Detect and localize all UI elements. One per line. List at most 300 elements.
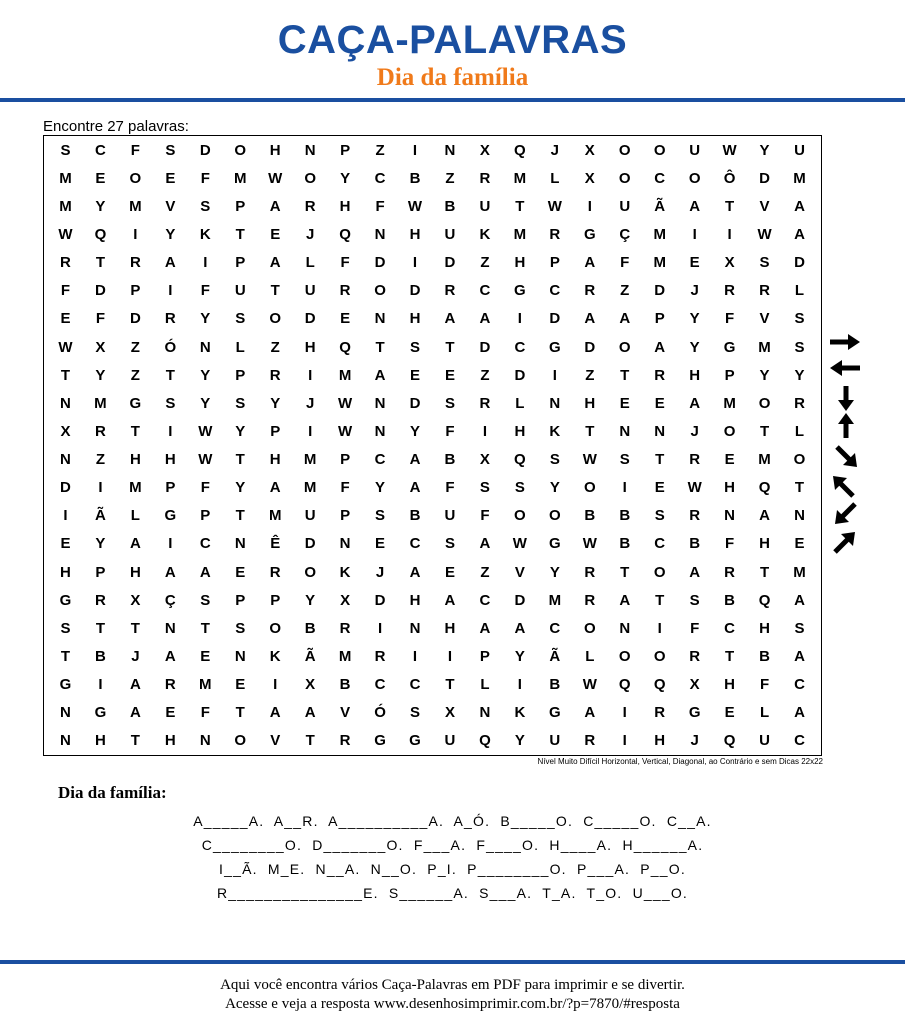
grid-cell[interactable]: I	[203, 254, 208, 272]
grid-cell[interactable]: A	[199, 563, 211, 581]
grid-cell[interactable]: R	[584, 282, 596, 300]
grid-cell[interactable]: D	[794, 254, 805, 272]
grid-cell[interactable]: T	[725, 197, 735, 215]
grid-cell[interactable]: N	[549, 394, 561, 412]
grid-cell[interactable]: Q	[339, 338, 351, 356]
grid-cell[interactable]: A	[794, 225, 805, 243]
grid-cell[interactable]: T	[235, 225, 245, 243]
grid-cell[interactable]: T	[130, 732, 140, 750]
grid-cell[interactable]: Y	[549, 479, 560, 497]
grid-cell[interactable]: E	[340, 310, 351, 328]
grid-cell[interactable]: H	[654, 732, 666, 750]
grid-cell[interactable]: Q	[94, 225, 107, 243]
grid-cell[interactable]: H	[689, 366, 701, 384]
grid-cell[interactable]: H	[409, 310, 421, 328]
grid-cell[interactable]: U	[304, 507, 316, 525]
grid-cell[interactable]: C	[794, 676, 805, 694]
grid-cell[interactable]: A	[269, 704, 281, 722]
grid-cell[interactable]: P	[549, 254, 560, 272]
grid-cell[interactable]: A	[129, 704, 141, 722]
grid-cell[interactable]: X	[584, 169, 595, 187]
grid-cell[interactable]: Ô	[723, 169, 736, 187]
grid-cell[interactable]: N	[724, 507, 736, 525]
grid-cell[interactable]: G	[59, 591, 72, 609]
grid-cell[interactable]: R	[549, 225, 561, 243]
grid-cell[interactable]: R	[724, 563, 736, 581]
grid-cell[interactable]: K	[199, 225, 211, 243]
grid-cell[interactable]: G	[164, 507, 177, 525]
grid-cell[interactable]: E	[794, 535, 805, 553]
grid-cell[interactable]: R	[759, 282, 770, 300]
grid-cell[interactable]: C	[374, 676, 386, 694]
grid-cell[interactable]: M	[59, 197, 72, 215]
grid-cell[interactable]: S	[654, 507, 665, 525]
grid-cell[interactable]: B	[584, 507, 596, 525]
grid-cell[interactable]: A	[409, 563, 421, 581]
grid-cell[interactable]: G	[688, 704, 701, 722]
grid-cell[interactable]: U	[444, 225, 456, 243]
grid-cell[interactable]: G	[723, 338, 736, 356]
grid-cell[interactable]: I	[133, 225, 138, 243]
grid-cell[interactable]: T	[375, 338, 385, 356]
grid-cell[interactable]: I	[168, 535, 173, 553]
grid-cell[interactable]: V	[340, 704, 351, 722]
grid-cell[interactable]: R	[444, 282, 456, 300]
grid-cell[interactable]: H	[759, 619, 770, 637]
grid-cell[interactable]: Q	[758, 591, 771, 609]
grid-cell[interactable]: E	[654, 479, 665, 497]
grid-cell[interactable]: Z	[270, 338, 280, 356]
grid-cell[interactable]: L	[235, 338, 245, 356]
grid-cell[interactable]: O	[514, 507, 526, 525]
grid-cell[interactable]: B	[759, 648, 770, 666]
grid-cell[interactable]: E	[165, 169, 176, 187]
grid-cell[interactable]: Y	[165, 225, 176, 243]
grid-cell[interactable]: I	[98, 676, 103, 694]
grid-cell[interactable]: T	[759, 422, 770, 440]
grid-cell[interactable]: D	[95, 282, 106, 300]
grid-cell[interactable]: N	[339, 535, 351, 553]
grid-cell[interactable]: D	[199, 141, 211, 159]
grid-cell[interactable]: A	[444, 310, 456, 328]
grid-cell[interactable]: M	[129, 479, 142, 497]
grid-cell[interactable]: R	[689, 507, 701, 525]
grid-cell[interactable]: N	[619, 422, 631, 440]
grid-cell[interactable]: S	[479, 479, 490, 497]
grid-cell[interactable]: Ã	[95, 507, 106, 525]
grid-cell[interactable]: M	[513, 169, 527, 187]
grid-cell[interactable]: F	[725, 310, 735, 328]
grid-cell[interactable]: X	[479, 451, 490, 469]
grid-cell[interactable]: U	[689, 141, 701, 159]
grid-cell[interactable]: H	[514, 254, 526, 272]
grid-cell[interactable]: F	[480, 507, 490, 525]
grid-cell[interactable]: N	[374, 225, 386, 243]
grid-cell[interactable]: B	[409, 507, 421, 525]
grid-cell[interactable]: T	[60, 366, 71, 384]
grid-cell[interactable]: W	[512, 535, 527, 553]
grid-cell[interactable]: U	[759, 732, 770, 750]
grid-cell[interactable]: V	[165, 197, 176, 215]
grid-cell[interactable]: M	[338, 366, 352, 384]
grid-cell[interactable]: V	[514, 563, 525, 581]
grid-cell[interactable]: E	[60, 535, 71, 553]
grid-cell[interactable]: I	[517, 310, 522, 328]
grid-cell[interactable]: I	[657, 619, 662, 637]
footer-link[interactable]: Acesse e veja a resposta www.desenhosimprimir.com.br/?p=7870/#resposta	[225, 996, 680, 1012]
grid-cell[interactable]: A	[794, 648, 805, 666]
grid-cell[interactable]: D	[654, 282, 666, 300]
grid-cell[interactable]: X	[130, 591, 141, 609]
grid-cell[interactable]: C	[95, 141, 106, 159]
grid-cell[interactable]: C	[654, 169, 666, 187]
grid-cell[interactable]: V	[759, 310, 770, 328]
grid-cell[interactable]: N	[234, 535, 246, 553]
grid-cell[interactable]: S	[165, 394, 176, 412]
grid-cell[interactable]: F	[445, 479, 455, 497]
grid-cell[interactable]: U	[479, 197, 491, 215]
grid-cell[interactable]: B	[444, 451, 456, 469]
grid-cell[interactable]: Z	[480, 563, 490, 581]
grid-cell[interactable]: K	[339, 563, 351, 581]
grid-cell[interactable]: A	[304, 704, 316, 722]
grid-cell[interactable]: A	[689, 197, 701, 215]
grid-cell[interactable]: E	[410, 366, 421, 384]
grid-cell[interactable]: H	[304, 338, 316, 356]
grid-cell[interactable]: H	[759, 535, 770, 553]
grid-cell[interactable]: R	[584, 591, 596, 609]
grid-cell[interactable]: T	[305, 732, 315, 750]
grid-cell[interactable]: F	[620, 254, 630, 272]
grid-cell[interactable]: N	[60, 732, 71, 750]
grid-cell[interactable]: L	[794, 422, 805, 440]
grid-cell[interactable]: O	[723, 422, 736, 440]
grid-cell[interactable]: Ã	[654, 197, 666, 215]
grid-cell[interactable]: A	[584, 254, 596, 272]
grid-cell[interactable]: J	[375, 563, 385, 581]
grid-cell[interactable]: A	[129, 535, 141, 553]
grid-cell[interactable]: H	[444, 619, 456, 637]
grid-cell[interactable]: B	[724, 591, 736, 609]
grid-cell[interactable]: Ã	[549, 648, 561, 666]
grid-cell[interactable]: P	[235, 197, 246, 215]
grid-cell[interactable]: D	[409, 282, 421, 300]
grid-cell[interactable]: Y	[410, 422, 421, 440]
grid-cell[interactable]: O	[758, 394, 771, 412]
grid-cell[interactable]: C	[514, 338, 526, 356]
grid-cell[interactable]: L	[550, 169, 560, 187]
grid-cell[interactable]: D	[444, 254, 456, 272]
grid-cell[interactable]: L	[759, 704, 770, 722]
grid-cell[interactable]: S	[514, 479, 525, 497]
grid-cell[interactable]: A	[584, 704, 596, 722]
grid-cell[interactable]: D	[479, 338, 491, 356]
grid-cell[interactable]: M	[303, 479, 317, 497]
grid-cell[interactable]: S	[235, 394, 246, 412]
grid-cell[interactable]: N	[234, 648, 246, 666]
grid-cell[interactable]: O	[583, 479, 596, 497]
grid-cell[interactable]: S	[235, 619, 246, 637]
grid-cell[interactable]: H	[584, 394, 596, 412]
grid-cell[interactable]: B	[444, 197, 456, 215]
grid-cell[interactable]: X	[444, 704, 455, 722]
grid-cell[interactable]: Y	[235, 422, 246, 440]
grid-cell[interactable]: F	[725, 535, 735, 553]
grid-cell[interactable]: T	[794, 479, 805, 497]
grid-cell[interactable]: P	[95, 563, 106, 581]
grid-cell[interactable]: Y	[759, 141, 770, 159]
grid-cell[interactable]: R	[164, 310, 176, 328]
grid-cell[interactable]: S	[200, 591, 211, 609]
grid-cell[interactable]: S	[410, 704, 421, 722]
grid-cell[interactable]: D	[374, 254, 386, 272]
grid-cell[interactable]: Ó	[164, 338, 177, 356]
grid-cell[interactable]: O	[304, 563, 316, 581]
grid-cell[interactable]: H	[60, 563, 71, 581]
grid-cell[interactable]: Y	[270, 394, 281, 412]
grid-cell[interactable]: O	[374, 282, 386, 300]
grid-cell[interactable]: C	[549, 282, 561, 300]
grid-cell[interactable]: Z	[95, 451, 106, 469]
grid-cell[interactable]: W	[582, 451, 597, 469]
grid-cell[interactable]: F	[340, 479, 350, 497]
grid-cell[interactable]: T	[445, 676, 455, 694]
grid-cell[interactable]: G	[549, 535, 561, 553]
grid-cell[interactable]: J	[305, 394, 315, 412]
grid-cell[interactable]: M	[303, 451, 317, 469]
grid-cell[interactable]: A	[269, 254, 281, 272]
grid-cell[interactable]: T	[235, 451, 245, 469]
grid-cell[interactable]: E	[235, 676, 246, 694]
grid-cell[interactable]: L	[515, 394, 525, 412]
grid-cell[interactable]: U	[304, 282, 316, 300]
grid-cell[interactable]: B	[95, 648, 106, 666]
grid-cell[interactable]: A	[794, 197, 805, 215]
grid-cell[interactable]: C	[199, 535, 211, 553]
grid-cell[interactable]: Y	[514, 732, 525, 750]
grid-cell[interactable]: D	[514, 591, 526, 609]
grid-cell[interactable]: H	[95, 732, 106, 750]
grid-cell[interactable]: K	[514, 704, 526, 722]
grid-cell[interactable]: X	[479, 141, 490, 159]
grid-cell[interactable]: J	[550, 141, 559, 159]
grid-cell[interactable]: P	[724, 366, 735, 384]
grid-cell[interactable]: F	[759, 676, 770, 694]
grid-cell[interactable]: O	[549, 507, 561, 525]
grid-cell[interactable]: X	[689, 676, 700, 694]
grid-cell[interactable]: A	[129, 676, 141, 694]
grid-cell[interactable]: O	[653, 563, 666, 581]
grid-cell[interactable]: G	[129, 394, 142, 412]
grid-cell[interactable]: T	[759, 563, 770, 581]
grid-cell[interactable]: O	[269, 310, 282, 328]
grid-cell[interactable]: T	[200, 619, 210, 637]
grid-cell[interactable]: W	[268, 169, 283, 187]
grid-cell[interactable]: P	[340, 507, 351, 525]
grid-cell[interactable]: M	[758, 451, 771, 469]
grid-cell[interactable]: X	[724, 254, 735, 272]
grid-cell[interactable]: P	[235, 254, 246, 272]
grid-cell[interactable]: W	[58, 225, 73, 243]
grid-cell[interactable]: Q	[723, 732, 736, 750]
grid-cell[interactable]: F	[375, 197, 385, 215]
grid-cell[interactable]: P	[479, 648, 490, 666]
grid-cell[interactable]: N	[794, 507, 805, 525]
grid-cell[interactable]: W	[722, 141, 737, 159]
grid-cell[interactable]: M	[793, 563, 806, 581]
grid-cell[interactable]: W	[198, 422, 213, 440]
grid-cell[interactable]: C	[374, 169, 386, 187]
grid-cell[interactable]: W	[58, 338, 73, 356]
grid-cell[interactable]: B	[549, 676, 561, 694]
grid-cell[interactable]: O	[618, 648, 631, 666]
grid-cell[interactable]: W	[582, 676, 597, 694]
grid-cell[interactable]: P	[235, 591, 246, 609]
grid-cell[interactable]: I	[692, 225, 697, 243]
grid-cell[interactable]: X	[60, 422, 71, 440]
grid-cell[interactable]: M	[129, 197, 142, 215]
grid-cell[interactable]: X	[95, 338, 106, 356]
grid-cell[interactable]: Y	[794, 366, 805, 384]
grid-cell[interactable]: A	[164, 563, 176, 581]
grid-cell[interactable]: R	[269, 366, 281, 384]
grid-cell[interactable]: T	[270, 282, 280, 300]
grid-cell[interactable]: X	[584, 141, 595, 159]
grid-cell[interactable]: Q	[514, 451, 526, 469]
grid-cell[interactable]: K	[269, 648, 281, 666]
grid-cell[interactable]: I	[377, 619, 383, 637]
grid-cell[interactable]: D	[584, 338, 596, 356]
grid-cell[interactable]: A	[479, 310, 491, 328]
grid-cell[interactable]: R	[269, 563, 281, 581]
grid-cell[interactable]: H	[129, 563, 141, 581]
grid-cell[interactable]: R	[374, 648, 386, 666]
grid-cell[interactable]: B	[339, 676, 351, 694]
grid-cell[interactable]: R	[724, 282, 736, 300]
grid-cell[interactable]: S	[794, 619, 805, 637]
grid-cell[interactable]: P	[235, 366, 246, 384]
grid-cell[interactable]: Y	[689, 338, 700, 356]
grid-cell[interactable]: O	[129, 169, 142, 187]
grid-cell[interactable]: A	[164, 648, 176, 666]
grid-cell[interactable]: O	[653, 141, 666, 159]
grid-cell[interactable]: K	[479, 225, 491, 243]
grid-cell[interactable]: S	[235, 310, 246, 328]
grid-cell[interactable]: D	[549, 310, 561, 328]
grid-cell[interactable]: H	[164, 732, 176, 750]
grid-cell[interactable]: E	[689, 254, 700, 272]
grid-cell[interactable]: S	[794, 338, 805, 356]
grid-cell[interactable]: C	[479, 591, 491, 609]
grid-cell[interactable]: B	[409, 169, 421, 187]
grid-cell[interactable]: D	[129, 310, 141, 328]
grid-cell[interactable]: J	[131, 648, 140, 666]
grid-cell[interactable]: Ç	[619, 225, 631, 243]
grid-cell[interactable]: I	[412, 141, 418, 159]
grid-cell[interactable]: I	[482, 422, 488, 440]
grid-cell[interactable]: R	[304, 197, 316, 215]
grid-cell[interactable]: Y	[95, 197, 106, 215]
grid-cell[interactable]: R	[654, 366, 666, 384]
grid-cell[interactable]: W	[757, 225, 772, 243]
grid-cell[interactable]: P	[165, 479, 176, 497]
grid-cell[interactable]: Y	[305, 591, 316, 609]
grid-cell[interactable]: Y	[200, 366, 211, 384]
grid-cell[interactable]: T	[95, 619, 106, 637]
grid-cell[interactable]: I	[587, 197, 592, 215]
grid-cell[interactable]: F	[95, 310, 106, 328]
grid-cell[interactable]: R	[129, 254, 141, 272]
grid-cell[interactable]: E	[95, 169, 106, 187]
grid-cell[interactable]: A	[269, 197, 281, 215]
grid-cell[interactable]: T	[655, 451, 665, 469]
grid-cell[interactable]: N	[199, 732, 211, 750]
grid-cell[interactable]: D	[374, 591, 386, 609]
grid-cell[interactable]: S	[60, 619, 71, 637]
grid-cell[interactable]: Q	[653, 676, 666, 694]
grid-cell[interactable]: G	[514, 282, 526, 300]
grid-cell[interactable]: C	[409, 676, 421, 694]
grid-cell[interactable]: T	[235, 507, 245, 525]
grid-cell[interactable]: X	[340, 591, 351, 609]
grid-cell[interactable]: Y	[340, 169, 351, 187]
grid-cell[interactable]: V	[270, 732, 281, 750]
grid-cell[interactable]: Y	[375, 479, 386, 497]
grid-cell[interactable]: H	[269, 141, 281, 159]
grid-cell[interactable]: R	[479, 169, 491, 187]
grid-cell[interactable]: O	[653, 648, 666, 666]
grid-cell[interactable]: T	[130, 422, 140, 440]
grid-cell[interactable]: E	[724, 704, 735, 722]
grid-cell[interactable]: E	[619, 394, 630, 412]
grid-cell[interactable]: D	[514, 366, 526, 384]
grid-cell[interactable]: F	[200, 479, 210, 497]
grid-cell[interactable]: A	[514, 619, 526, 637]
grid-cell[interactable]: T	[655, 591, 665, 609]
grid-cell[interactable]: A	[619, 310, 631, 328]
grid-cell[interactable]: N	[374, 310, 386, 328]
grid-cell[interactable]: D	[60, 479, 71, 497]
grid-cell[interactable]: S	[549, 451, 560, 469]
grid-cell[interactable]: I	[168, 282, 173, 300]
grid-cell[interactable]: X	[305, 676, 316, 694]
grid-cell[interactable]: R	[584, 563, 596, 581]
grid-cell[interactable]: N	[164, 619, 176, 637]
grid-cell[interactable]: Ê	[270, 535, 281, 553]
grid-cell[interactable]: U	[444, 507, 456, 525]
grid-cell[interactable]: R	[339, 619, 351, 637]
grid-cell[interactable]: N	[60, 451, 71, 469]
grid-cell[interactable]: F	[130, 141, 140, 159]
grid-cell[interactable]: C	[549, 619, 561, 637]
grid-cell[interactable]: A	[584, 310, 596, 328]
grid-cell[interactable]: W	[582, 535, 597, 553]
grid-cell[interactable]: V	[759, 197, 770, 215]
grid-cell[interactable]: H	[724, 479, 736, 497]
grid-cell[interactable]: T	[235, 704, 245, 722]
grid-cell[interactable]: I	[98, 479, 103, 497]
grid-cell[interactable]: N	[374, 422, 386, 440]
grid-cell[interactable]: H	[724, 676, 736, 694]
grid-cell[interactable]: N	[409, 619, 421, 637]
grid-cell[interactable]: A	[409, 451, 421, 469]
grid-cell[interactable]: G	[94, 704, 107, 722]
grid-cell[interactable]: E	[60, 310, 71, 328]
grid-cell[interactable]: R	[689, 648, 701, 666]
grid-cell[interactable]: G	[409, 732, 421, 750]
grid-cell[interactable]: B	[304, 619, 316, 637]
grid-cell[interactable]: J	[690, 732, 699, 750]
